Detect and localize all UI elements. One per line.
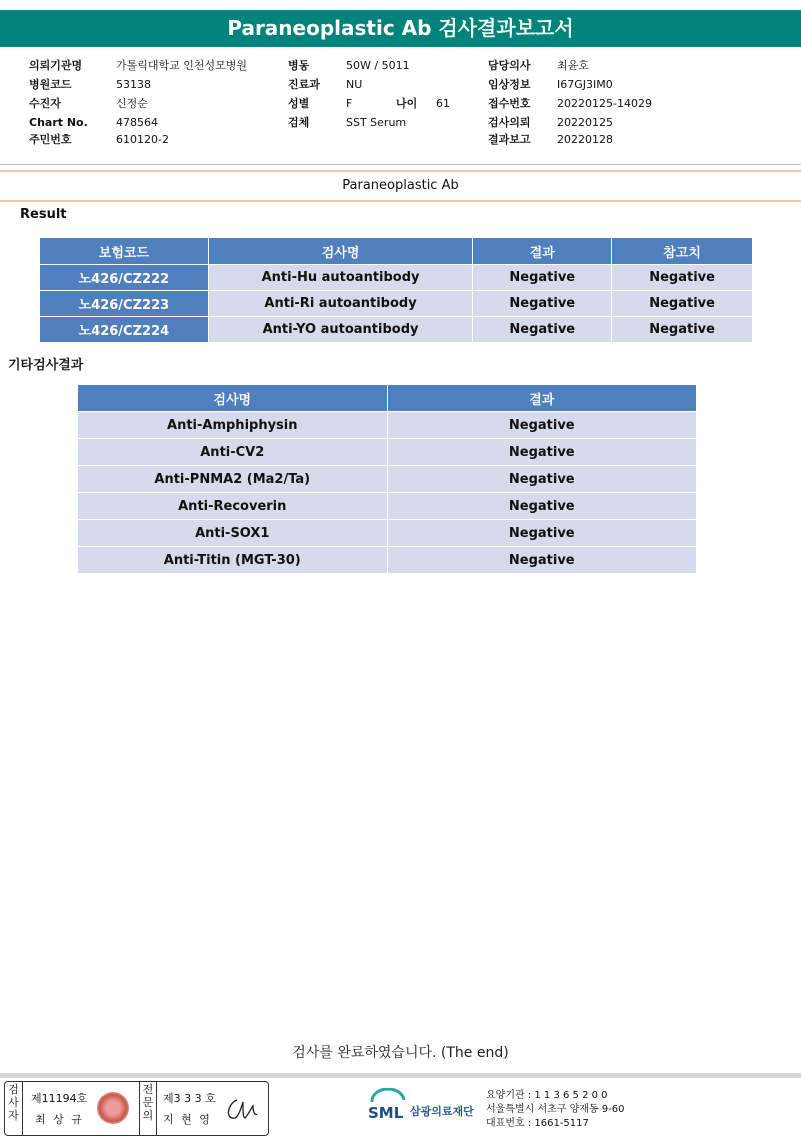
test-name: Anti-Recoverin: [78, 493, 388, 520]
test-result: Negative: [387, 547, 696, 574]
value-id-number: 610120-2: [116, 133, 169, 146]
value-report-date: 20220128: [557, 133, 613, 146]
signature-icon: [223, 1094, 259, 1124]
table-row: [78, 520, 697, 547]
footer-divider: [0, 1073, 801, 1078]
label-institution: 의뢰기관명: [29, 59, 83, 72]
column-header: 검사명: [208, 238, 473, 265]
label-department: 진료과: [288, 78, 320, 91]
column-header: 검사명: [78, 385, 388, 412]
value-institution: 가톨릭대학교 인천성모병원: [116, 59, 248, 72]
test-name: Anti-Titin (MGT-30): [78, 547, 388, 574]
insurance-code: 노426/CZ223: [40, 291, 209, 317]
seal-stamp-icon: [97, 1092, 129, 1124]
result-heading: Result: [20, 207, 67, 222]
value-sex: F: [346, 97, 353, 110]
column-header: 참고치: [612, 238, 753, 265]
result-table: [39, 237, 753, 343]
test-name: Anti-YO autoantibody: [208, 317, 473, 343]
insurance-code: 노426/CZ222: [40, 265, 209, 291]
company-line: 대표번호 : 1661-5117: [486, 1118, 589, 1129]
divider: [0, 170, 801, 172]
test-result: Negative: [473, 291, 612, 317]
value-patient: 신정순: [116, 97, 148, 110]
other-results-table: [77, 384, 697, 574]
column-header: 결과: [387, 385, 696, 412]
patient-info-col2: [288, 56, 450, 132]
value-specimen: SST Serum: [346, 116, 407, 129]
divider: [0, 164, 801, 165]
sml-logo: [366, 1088, 410, 1128]
end-text: 검사를 완료하였습니다. (The end): [292, 1045, 509, 1061]
table-row: [78, 493, 697, 520]
value-doctor: 최윤호: [557, 59, 589, 72]
label-ward: 병동: [288, 59, 310, 72]
test-name: Anti-Hu autoantibody: [208, 265, 473, 291]
test-name: Anti-PNMA2 (Ma2/Ta): [78, 466, 388, 493]
reference-value: Negative: [612, 265, 753, 291]
company-line: 요양기관 : 1 1 3 6 5 2 0 0: [486, 1090, 608, 1101]
label-hospital-code: 병원코드: [29, 78, 72, 91]
specialist-license: 제3 3 3 호: [163, 1092, 216, 1105]
test-name: Anti-SOX1: [78, 520, 388, 547]
table-row: [40, 317, 753, 343]
svg-text:SML: SML: [368, 1104, 404, 1122]
company-line: 서울특별시 서초구 양재동 9-60: [486, 1104, 625, 1115]
test-result: Negative: [473, 265, 612, 291]
section-title: Paraneoplastic Ab: [342, 178, 459, 193]
table-row: [78, 439, 697, 466]
reference-value: Negative: [612, 317, 753, 343]
label-chart-no: Chart No.: [29, 116, 88, 129]
patient-info-col1: [29, 56, 247, 149]
other-results-heading: 기타검사결과: [8, 358, 84, 373]
value-ward: 50W / 5011: [346, 59, 410, 72]
company-name: 삼광의료재단: [410, 1105, 474, 1118]
table-row: [78, 412, 697, 439]
test-result: Negative: [387, 520, 696, 547]
label-id-number: 주민번호: [29, 133, 72, 146]
specialist-name: 지 현 영: [163, 1113, 212, 1126]
test-result: Negative: [387, 439, 696, 466]
report-title: Paraneoplastic Ab 검사결과보고서: [0, 10, 801, 47]
test-name: Anti-Ri autoantibody: [208, 291, 473, 317]
label-report-date: 결과보고: [488, 133, 531, 146]
test-result: Negative: [387, 412, 696, 439]
table-row: [78, 547, 697, 574]
label-receipt-no: 접수번호: [488, 97, 531, 110]
company-info: [486, 1089, 625, 1131]
label-sex: 성별: [288, 97, 310, 110]
test-result: Negative: [387, 466, 696, 493]
table-row: [78, 466, 697, 493]
label-age: 나이: [396, 97, 418, 110]
label-specimen: 검체: [288, 116, 310, 129]
inspector-label: 검사자: [5, 1082, 23, 1135]
label-request-date: 검사의뢰: [488, 116, 531, 129]
signature-box: [4, 1081, 269, 1136]
test-result: Negative: [387, 493, 696, 520]
label-patient: 수진자: [29, 97, 61, 110]
value-receipt-no: 20220125-14029: [557, 97, 652, 110]
label-clinical-info: 임상정보: [488, 78, 531, 91]
value-department: NU: [346, 78, 363, 91]
table-row: [40, 291, 753, 317]
test-name: Anti-Amphiphysin: [78, 412, 388, 439]
specialist-label: 전문의: [139, 1082, 157, 1135]
inspector-name: 최 상 규: [35, 1113, 84, 1126]
table-row: [40, 265, 753, 291]
test-name: Anti-CV2: [78, 439, 388, 466]
column-header: 보험코드: [40, 238, 209, 265]
divider: [0, 200, 801, 202]
label-doctor: 담당의사: [488, 59, 531, 72]
value-chart-no: 478564: [116, 116, 158, 129]
value-hospital-code: 53138: [116, 78, 151, 91]
test-result: Negative: [473, 317, 612, 343]
inspector-license: 제11194호: [31, 1092, 88, 1105]
patient-info-col3: [488, 56, 652, 149]
insurance-code: 노426/CZ224: [40, 317, 209, 343]
reference-value: Negative: [612, 291, 753, 317]
value-clinical-info: I67GJ3IM0: [557, 78, 613, 91]
value-request-date: 20220125: [557, 116, 613, 129]
value-age: 61: [436, 97, 450, 110]
column-header: 결과: [473, 238, 612, 265]
